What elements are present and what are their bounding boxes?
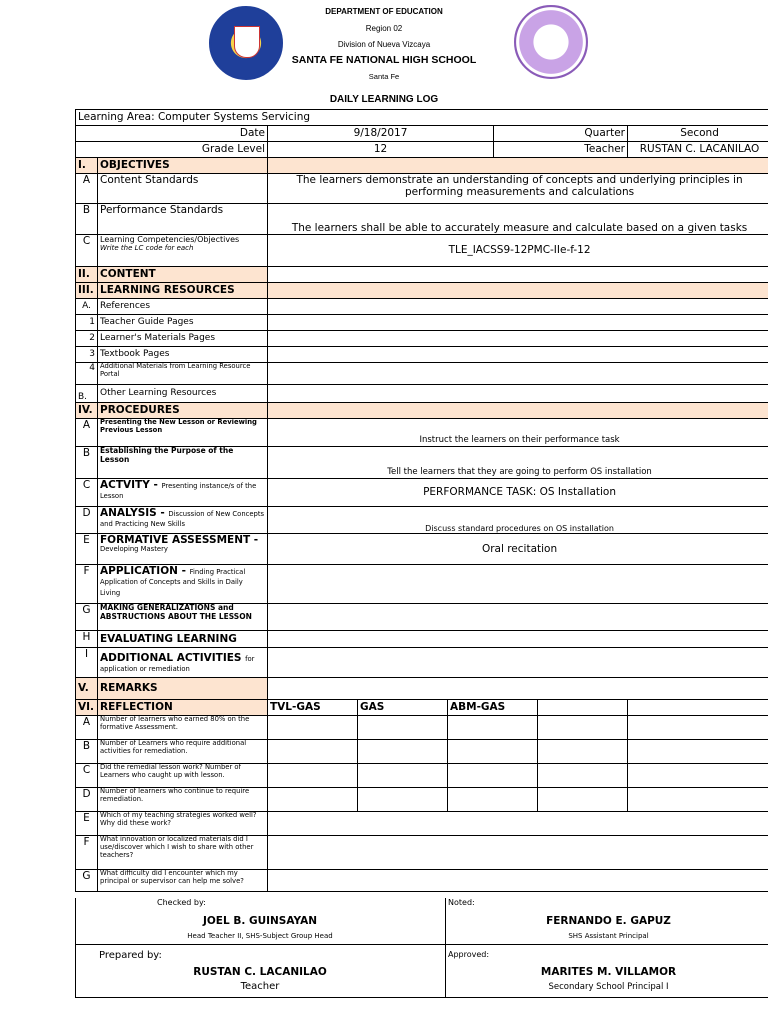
formative-assessment-subtitle: Developing Mastery <box>100 545 168 554</box>
content-standards-value: The learners demonstrate an understanding of concepts and underlying principles in performing measurements and calculations <box>268 174 768 204</box>
daily-learning-log-table <box>75 109 768 892</box>
procedures-heading: PROCEDURES <box>98 403 268 419</box>
row-letter: H <box>76 631 98 648</box>
section-number: III. <box>76 283 98 299</box>
date-value: 9/18/2017 <box>268 126 494 142</box>
formative-assessment-label <box>98 534 268 565</box>
section-number: II. <box>76 267 98 283</box>
activity-value: PERFORMANCE TASK: OS Installation <box>268 479 768 507</box>
analysis-subtitle: Discussion of New Concepts and Practicing New Skills <box>100 510 265 529</box>
row-letter: B <box>76 740 98 764</box>
division-name: Division of Nueva Vizcaya <box>337 40 431 49</box>
approved-name: MARITES M. VILLAMOR <box>540 966 677 978</box>
row-letter: A <box>76 174 98 204</box>
teacher-label: Teacher <box>494 142 628 158</box>
purpose-lesson-label: Establishing the Purpose of the Lesson <box>98 447 268 479</box>
row-letter: C <box>76 235 98 267</box>
activity-subtitle: Presenting instance/s of the Lesson <box>100 482 257 501</box>
row-letter: G <box>76 604 98 631</box>
teacher-value: RUSTAN C. LACANILAO <box>628 142 768 158</box>
row-letter: E <box>76 534 98 565</box>
presenting-lesson-label: Presenting the New Lesson or Reviewing Previous Lesson <box>98 419 268 447</box>
references-label: References <box>98 299 268 315</box>
row-letter: I <box>76 648 98 678</box>
activity-heading: ACTVITY - <box>100 479 162 491</box>
learning-area: Learning Area: Computer Systems Servicing <box>76 110 768 126</box>
column-header-tvl-gas: TVL-GAS <box>268 700 358 716</box>
presenting-lesson-value: Instruct the learners on their performance task <box>268 419 768 447</box>
date-label: Date <box>76 126 268 142</box>
reflection-d-label: Number of learners who continue to require remediation. <box>98 788 268 812</box>
row-letter: C <box>76 764 98 788</box>
document-title: DAILY LEARNING LOG <box>329 94 439 105</box>
section-number: IV. <box>76 403 98 419</box>
checked-by-name: JOEL B. GUINSAYAN <box>202 915 318 927</box>
column-header-abm-gas: ABM-GAS <box>448 700 538 716</box>
row-letter: B <box>76 447 98 479</box>
analysis-heading: ANALYSIS - <box>100 507 169 519</box>
reflection-f-label: What innovation or localized materials did I use/discover which I wish to share with other teachers? <box>98 836 268 870</box>
row-letter: F <box>76 836 98 870</box>
row-letter: G <box>76 870 98 892</box>
activity-label <box>98 479 268 507</box>
additional-materials-label: Additional Materials from Learning Resource Portal <box>98 363 268 385</box>
row-number: 2 <box>76 331 98 347</box>
town-name: Santa Fe <box>368 72 400 81</box>
application-subtitle: Finding Practical Application of Concepts and Skills in Daily Living <box>100 568 246 597</box>
performance-standards-value: The learners shall be able to accurately measure and calculate based on a given tasks <box>268 204 768 235</box>
teacher-guide-label: Teacher Guide Pages <box>98 315 268 331</box>
prepared-by-name: RUSTAN C. LACANILAO <box>193 966 327 978</box>
reflection-c-label: Did the remedial lesson work? Number of Learners who caught up with lesson. <box>98 764 268 788</box>
reflection-e-label: Which of my teaching strategies worked well? Why did these work? <box>98 812 268 836</box>
checked-by-title: Head Teacher II, SHS-Subject Group Head <box>187 932 333 940</box>
region-name: Region 02 <box>365 24 403 33</box>
learning-resources-heading: LEARNING RESOURCES <box>98 283 268 299</box>
row-letter: B. <box>76 385 98 403</box>
row-number: 3 <box>76 347 98 363</box>
prepared-by-label: Prepared by: <box>99 950 162 961</box>
learning-competencies-label <box>98 235 268 267</box>
row-letter: A <box>76 716 98 740</box>
reflection-g-label: What difficulty did I encounter which my principal or supervisor can help me solve? <box>98 870 268 892</box>
section-number: I. <box>76 158 98 174</box>
analysis-label <box>98 507 268 534</box>
grade-value: 12 <box>268 142 494 158</box>
content-standards-label: Content Standards <box>98 174 268 204</box>
row-letter: E <box>76 812 98 836</box>
row-letter: D <box>76 507 98 534</box>
row-number: 1 <box>76 315 98 331</box>
application-heading: APPLICATION - <box>100 565 190 577</box>
approved-title: Secondary School Principal I <box>548 982 669 992</box>
lc-code-hint: Write the LC code for each <box>100 244 194 253</box>
reflection-a-label: Number of learners who earned 80% on the formative Assessment. <box>98 716 268 740</box>
additional-activities-heading: ADDITIONAL ACTIVITIES <box>100 652 246 664</box>
objectives-heading: OBJECTIVES <box>98 158 268 174</box>
content-heading: CONTENT <box>98 267 268 283</box>
grade-label: Grade Level <box>76 142 268 158</box>
formative-assessment-heading: FORMATIVE ASSESSMENT - <box>100 534 259 546</box>
checked-by-label: Checked by: <box>157 898 206 907</box>
learning-competencies-title: Learning Competencies/Objectives <box>100 235 240 244</box>
noted-title: SHS Assistant Principal <box>568 932 649 940</box>
formative-assessment-value: Oral recitation <box>268 534 768 565</box>
quarter-label: Quarter <box>494 126 628 142</box>
noted-name: FERNANDO E. GAPUZ <box>546 915 671 927</box>
row-number: 4 <box>76 363 98 385</box>
row-letter: F <box>76 565 98 604</box>
section-number: V. <box>76 678 98 700</box>
school-name: SANTA FE NATIONAL HIGH SCHOOL <box>291 54 477 66</box>
other-resources-label: Other Learning Resources <box>98 385 268 403</box>
performance-standards-label: Performance Standards <box>98 204 268 235</box>
application-label <box>98 565 268 604</box>
section-number: VI. <box>76 700 98 716</box>
evaluating-learning-label: EVALUATING LEARNING <box>98 631 268 648</box>
analysis-value: Discuss standard procedures on OS installation <box>268 507 768 534</box>
approved-label: Approved: <box>448 950 490 959</box>
row-letter: A <box>76 419 98 447</box>
row-letter: C <box>76 479 98 507</box>
noted-label: Noted: <box>448 898 475 907</box>
lc-code-value: TLE_IACSS9-12PMC-IIe-f-12 <box>268 235 768 267</box>
quarter-value: Second <box>628 126 768 142</box>
row-letter: A. <box>76 299 98 315</box>
row-letter: D <box>76 788 98 812</box>
dept-name: DEPARTMENT OF EDUCATION <box>325 7 443 16</box>
learners-materials-label: Learner's Materials Pages <box>98 331 268 347</box>
reflection-b-label: Number of Learners who require additional activities for remediation. <box>98 740 268 764</box>
additional-activities-subtitle: for application or remediation <box>100 655 255 674</box>
remarks-heading: REMARKS <box>98 678 268 700</box>
additional-activities-label <box>98 648 268 678</box>
column-header-gas: GAS <box>358 700 448 716</box>
row-letter: B <box>76 204 98 235</box>
purpose-lesson-value: Tell the learners that they are going to perform OS installation <box>268 447 768 479</box>
prepared-by-title: Teacher <box>240 981 280 992</box>
reflection-heading: REFLECTION <box>98 700 268 716</box>
signature-row-divider <box>75 944 768 945</box>
textbook-pages-label: Textbook Pages <box>98 347 268 363</box>
generalizations-label: MAKING GENERALIZATIONS and ABSTRUCTIONS ABOUT THE LESSON <box>98 604 268 631</box>
